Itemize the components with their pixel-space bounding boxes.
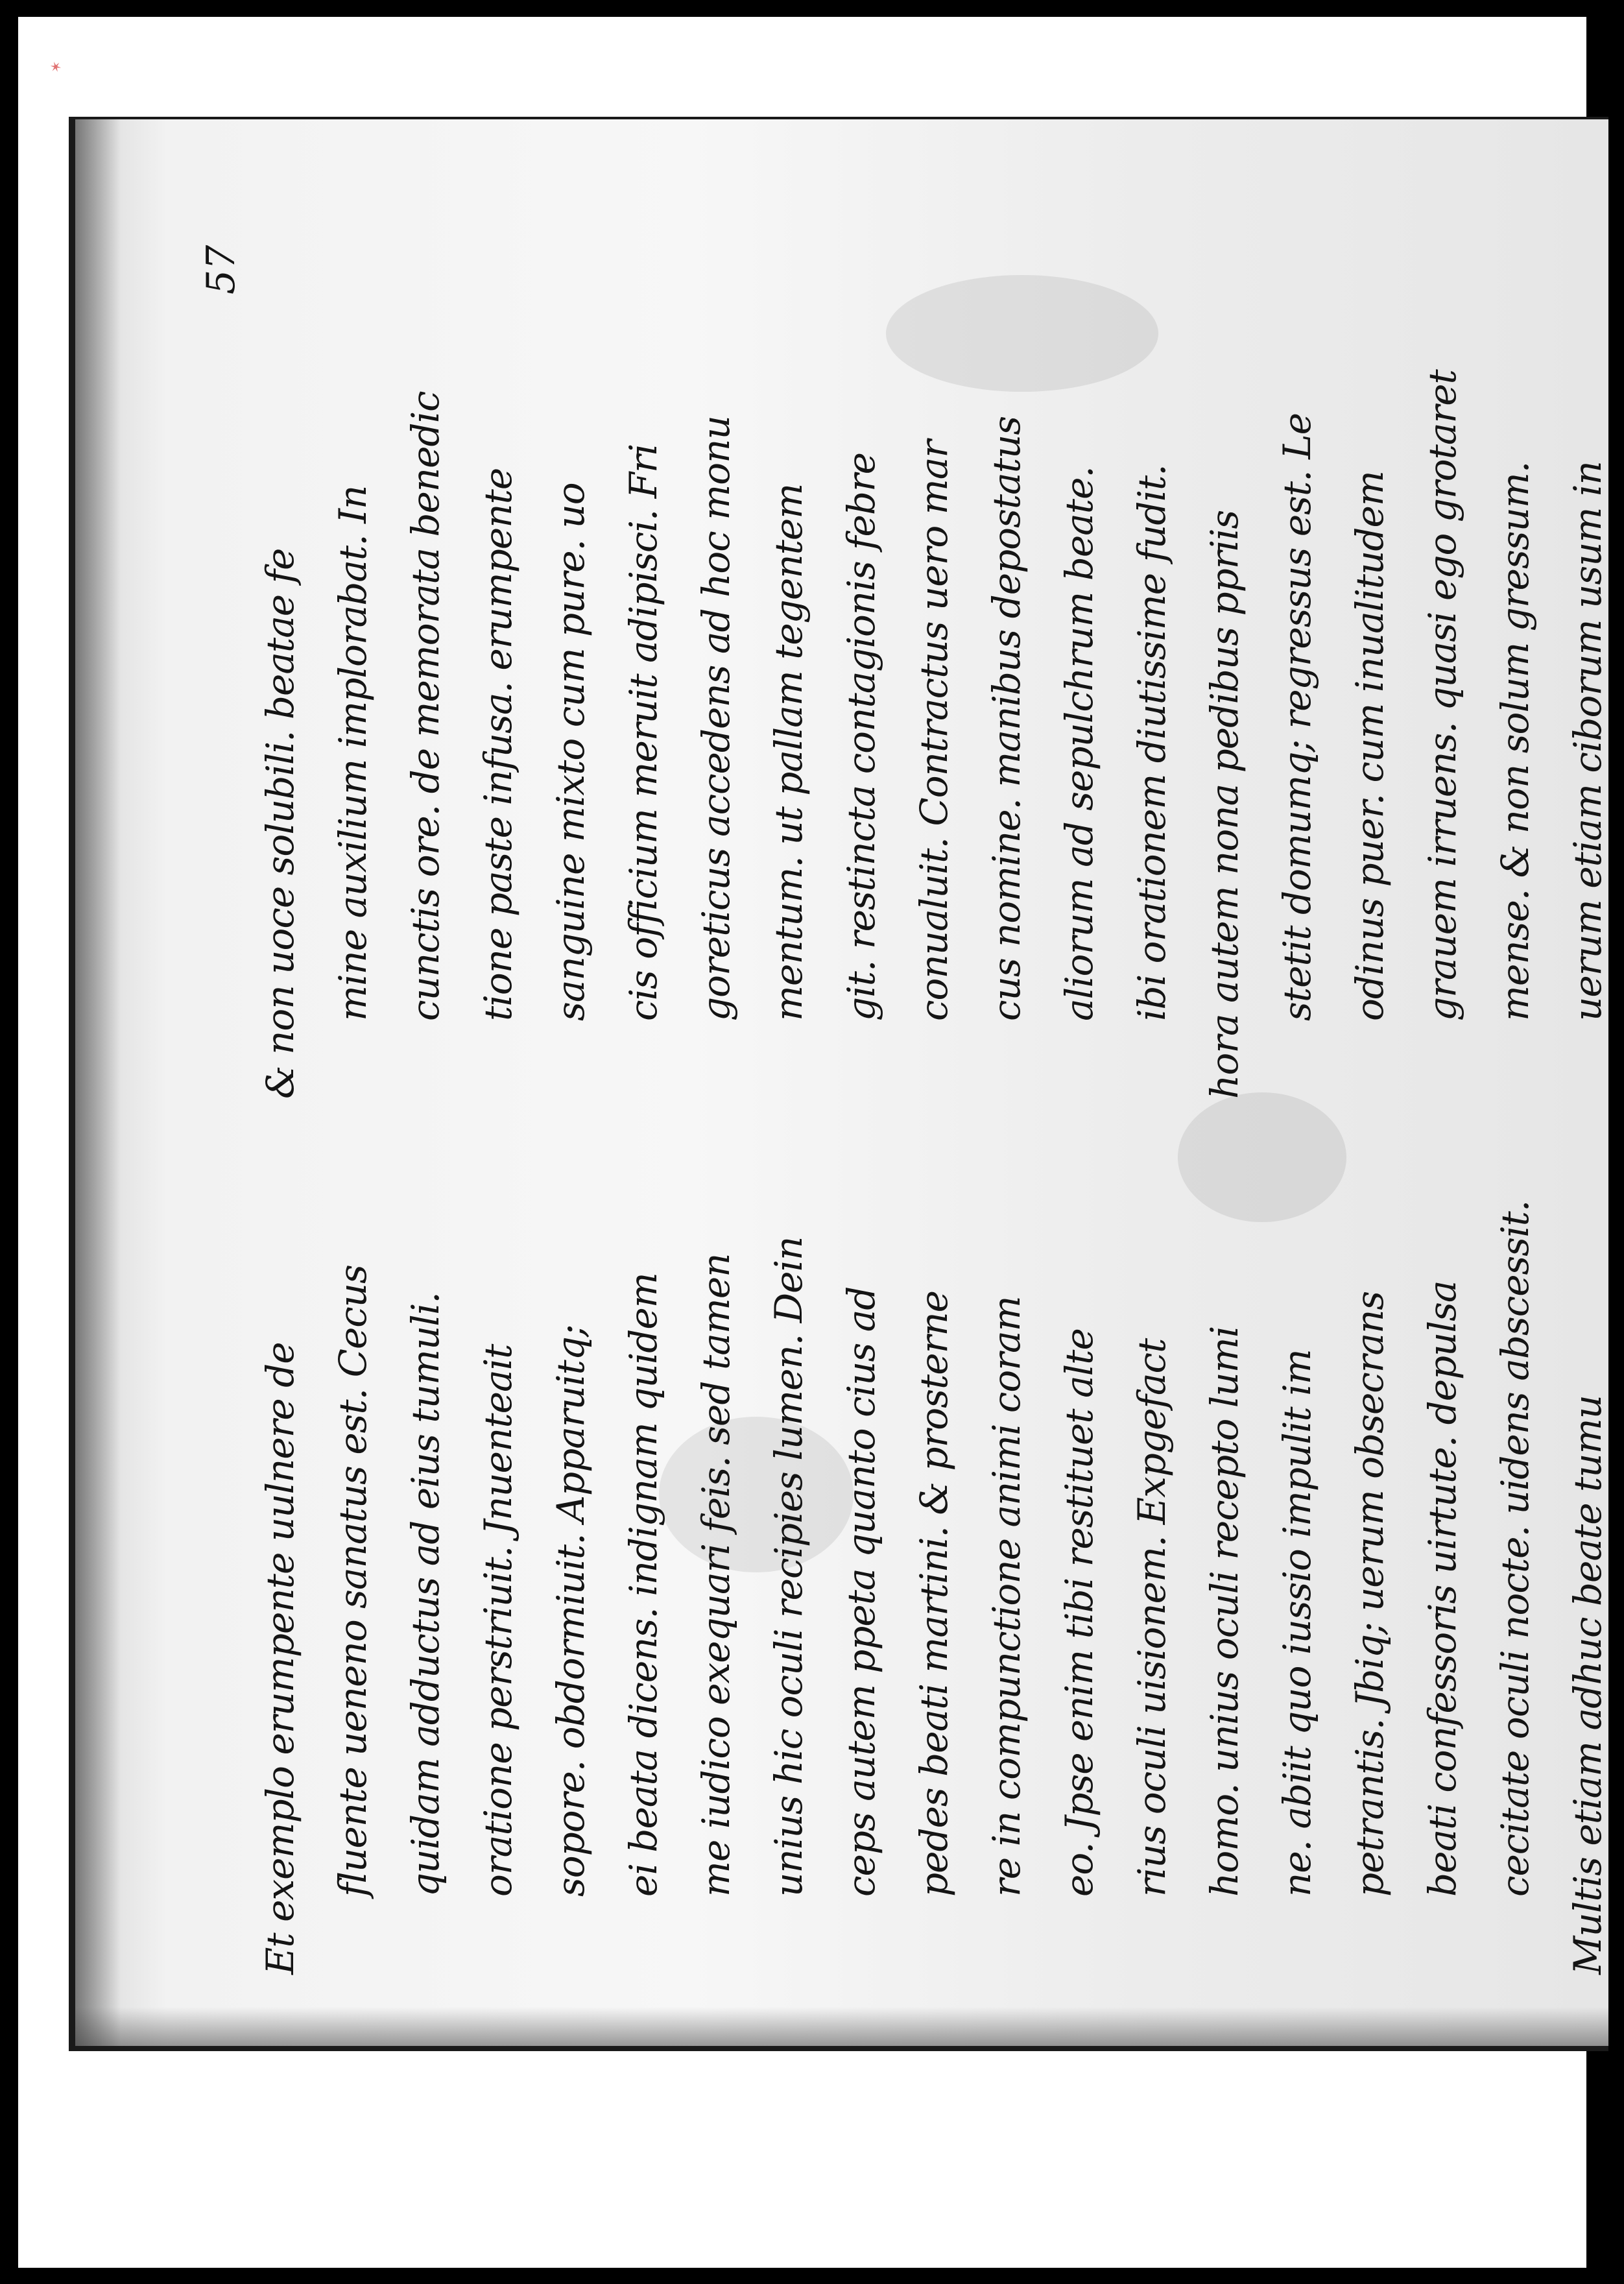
manuscript-line: mine auxilium implorabat. In <box>331 485 375 1021</box>
manuscript-line: cecitate oculi nocte. uidens abscessit. <box>1493 1200 1537 1897</box>
red-ink-mark: ✶ <box>47 58 65 78</box>
manuscript-line: pedes beati martini. & prosterne <box>912 1290 956 1897</box>
manuscript-line: cis officium meruit adipisci. Fri <box>621 444 665 1021</box>
manuscript-line: goreticus accedens ad hoc monu <box>694 416 738 1021</box>
manuscript-line: cunctis ore. de memorata benedic <box>403 391 448 1021</box>
manuscript-line: homo. unius oculi recepto lumi <box>1202 1326 1247 1897</box>
manuscript-folio <box>69 117 1608 2051</box>
manuscript-line: uerum etiam ciborum usum in <box>1566 461 1610 1021</box>
manuscript-line: fluente ueneno sanatus est. Cecus <box>331 1265 375 1897</box>
manuscript-line: Et exemplo erumpente uulnere de <box>258 1342 302 1975</box>
manuscript-line: ne. abiit quo iussio impulit im <box>1275 1349 1319 1897</box>
manuscript-line: rius oculi uisionem. Expgefact <box>1130 1338 1174 1897</box>
manuscript-line: & non uoce solubili. beatae fe <box>258 548 302 1099</box>
manuscript-line: conualuit. Contractus uero mar <box>912 440 956 1021</box>
manuscript-line: stetit domumq; regressus est. Le <box>1275 413 1319 1021</box>
manuscript-line: sanguine mixto cum pure. uo <box>549 483 593 1021</box>
manuscript-line: mense. & non solum gressum. <box>1493 461 1537 1021</box>
text-column-left <box>244 1144 1624 1975</box>
manuscript-line: oratione perstriuit. Jnuenteait <box>476 1344 520 1897</box>
manuscript-line: eo. Jpse enim tibi restituet alte <box>1057 1328 1101 1897</box>
rotated-text-area <box>75 119 1608 2046</box>
manuscript-line: tione paste infusa. erumpente <box>476 468 520 1021</box>
manuscript-line: petrantis. Jbiq; uerum obsecrans <box>1348 1291 1392 1897</box>
manuscript-line: ceps autem ppeta quanto cius ad <box>839 1286 883 1897</box>
manuscript-line: mentum. ut pallam tegentem <box>767 483 811 1021</box>
manuscript-line: cus nomine. manibus depostatus <box>985 416 1029 1021</box>
text-column-right <box>244 269 1624 1099</box>
manuscript-line: me iudico exequari feis. sed tamen <box>694 1253 738 1897</box>
manuscript-line: quidam adductus ad eius tumuli. <box>403 1292 448 1897</box>
manuscript-line: aliorum ad sepulchrum beate. <box>1057 466 1101 1021</box>
manuscript-line: sopore. obdormiuit. Apparuitq; <box>549 1325 593 1897</box>
folio-number: 57 <box>198 245 244 295</box>
manuscript-line: ibi orationem diutissime fudit. <box>1130 464 1174 1021</box>
manuscript-line: unius hic oculi recipies lumen. Dein <box>767 1236 811 1897</box>
manuscript-line: git. restincta contagionis febre <box>839 452 883 1021</box>
manuscript-line: odinus puer. cum inualitudem <box>1348 471 1392 1021</box>
scanned-sheet <box>18 17 1610 2268</box>
manuscript-line: hora autem nona pedibus ppriis <box>1202 510 1247 1099</box>
manuscript-line: grauem irruens. quasi ego grotaret <box>1420 370 1464 1021</box>
manuscript-line: beati confessoris uirtute. depulsa <box>1420 1280 1464 1897</box>
manuscript-line: ei beata dicens. indignam quidem <box>621 1273 665 1897</box>
manuscript-line: re in compunctione animi coram <box>985 1296 1029 1897</box>
manuscript-line: Multis etiam adhuc beate tumu <box>1566 1395 1610 1975</box>
